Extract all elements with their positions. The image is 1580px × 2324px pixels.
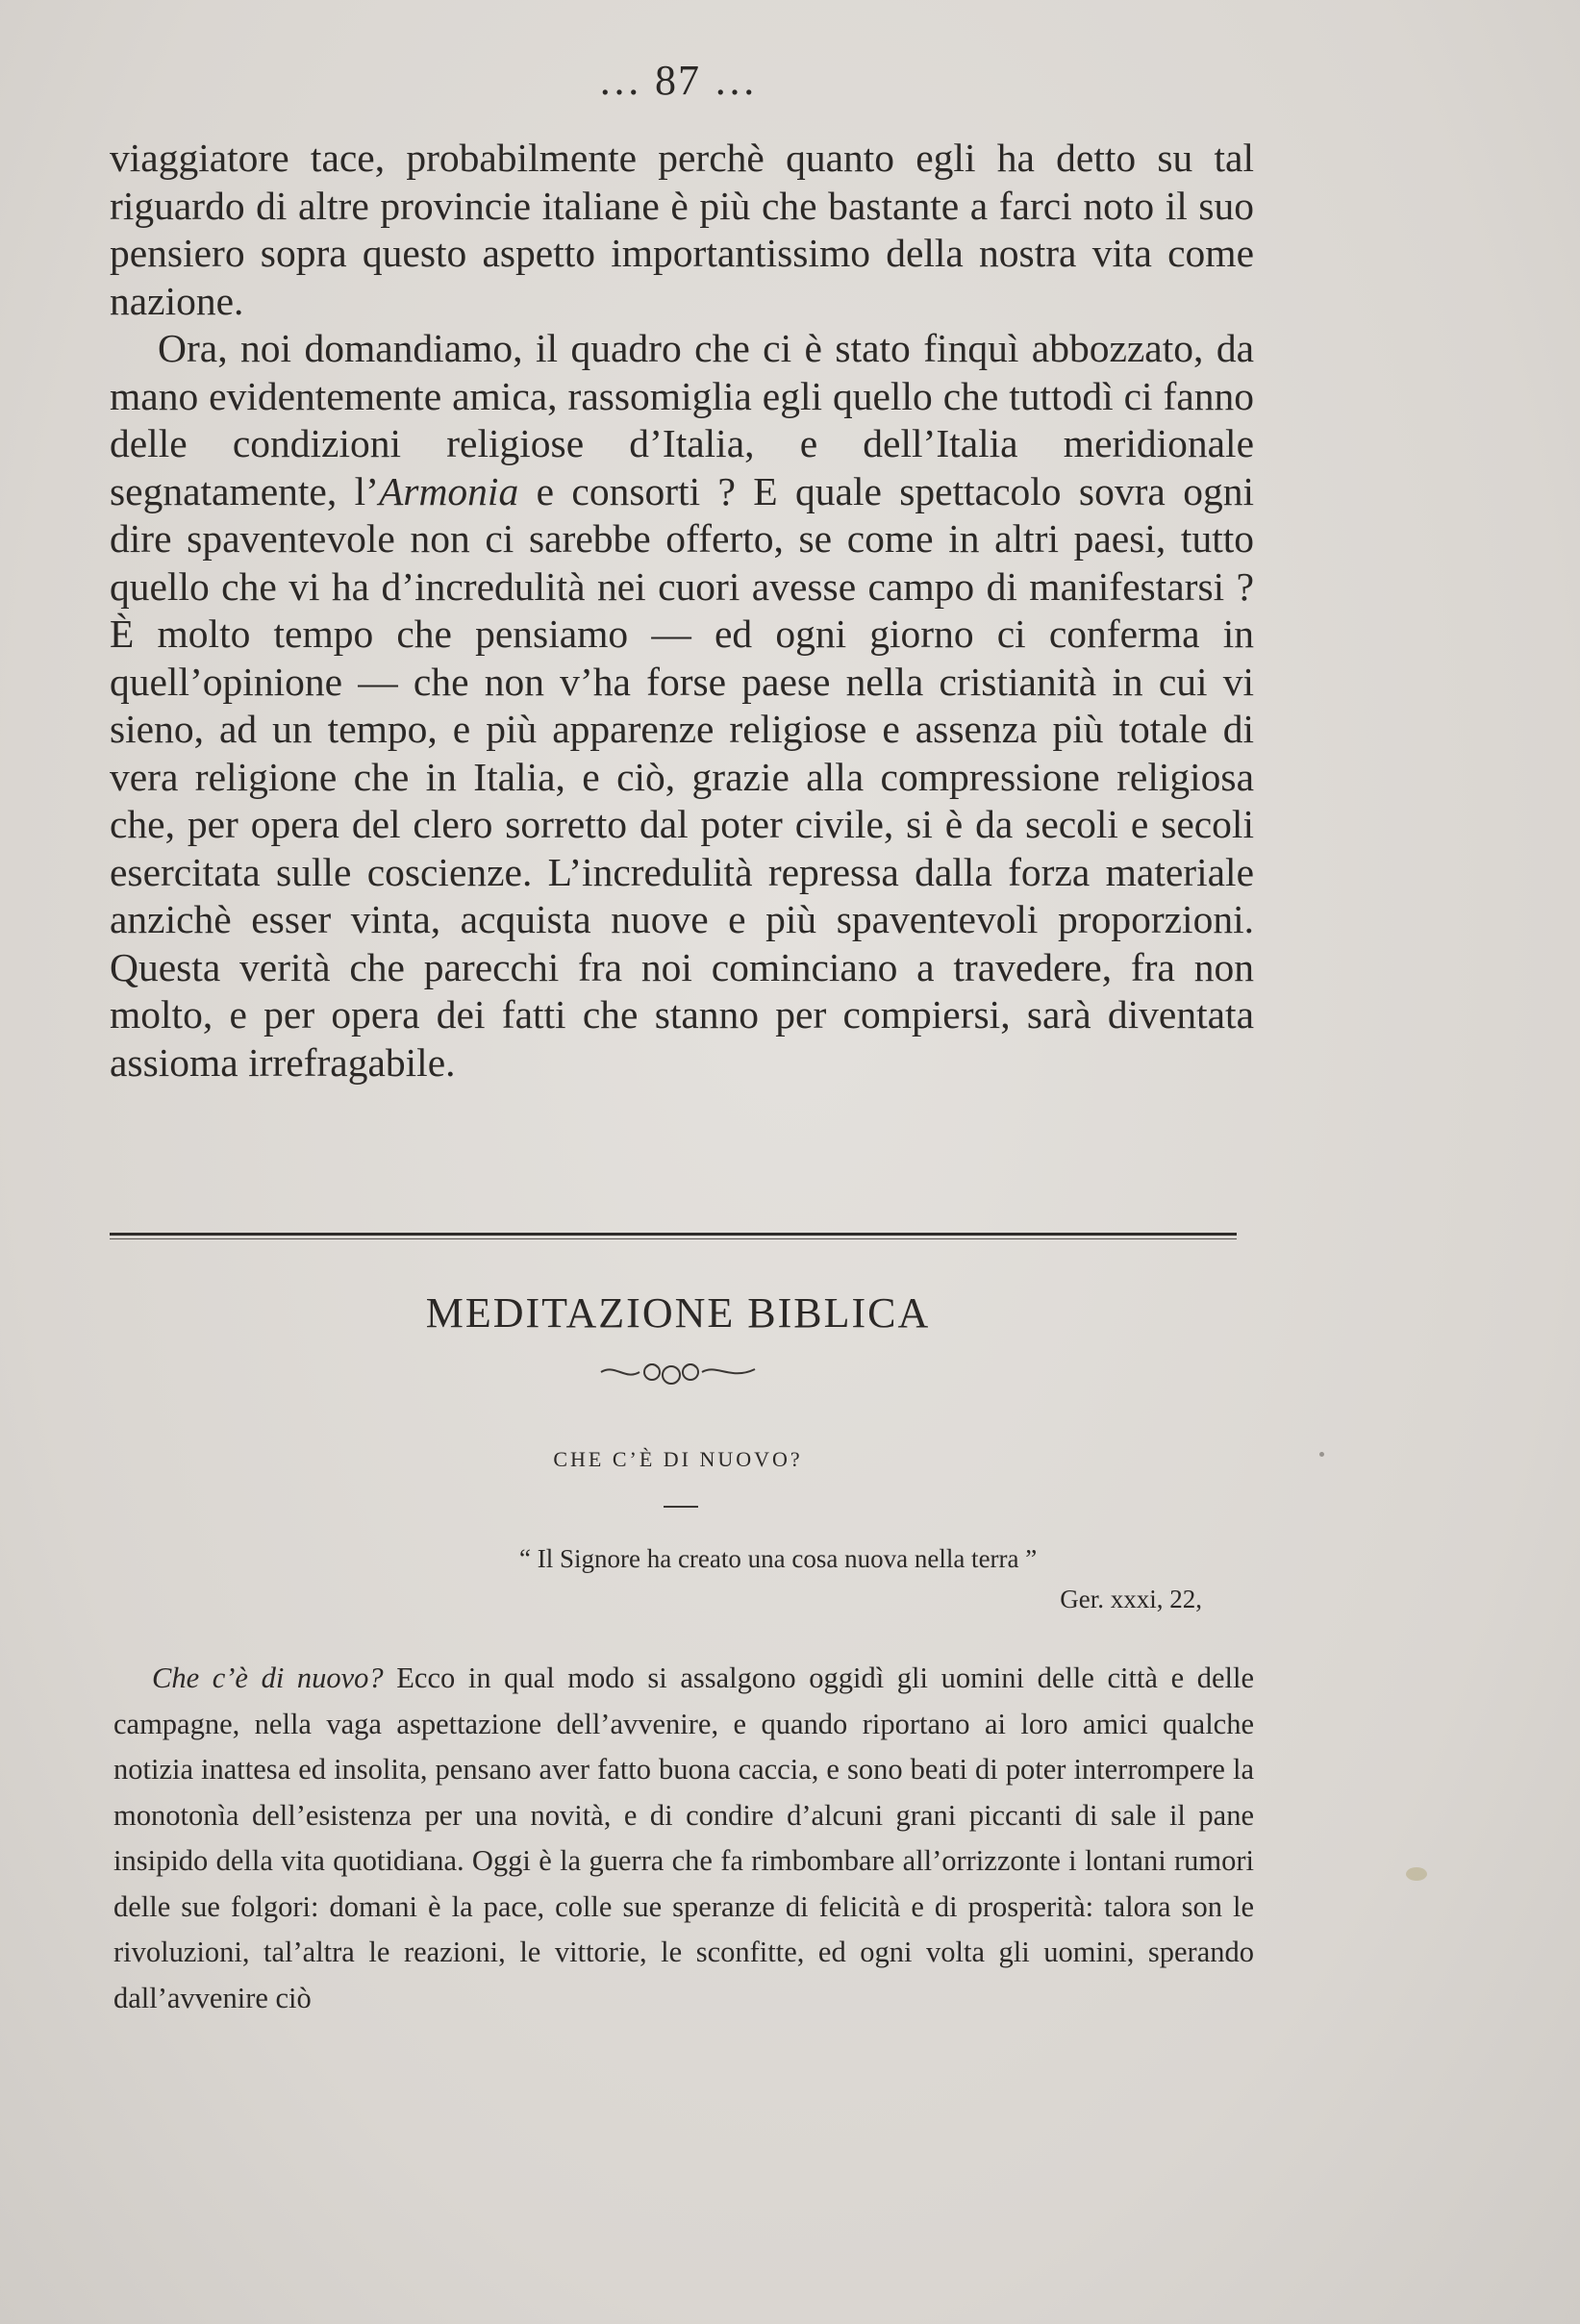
section-divider: [110, 1233, 1237, 1236]
epigraph-quote: “ Il Signore ha creato una cosa nuova nella terra ”: [519, 1544, 1038, 1573]
page-number: … 87 …: [598, 57, 758, 104]
meditation-text: [113, 1656, 1254, 2021]
section-subtitle: CHE C’È DI NUOVO?: [553, 1447, 803, 1471]
paragraph-2: [110, 325, 1254, 1087]
paragraph-2-start: Ora, noi domandiamo, il quadro che ci è stato finquì abbozzato, da mano evidentemente amica, rassomiglia egli quello che tuttodì ci fanno delle condizioni religiose d’Italia, e dell’Italia meridionale segnatamente, l’: [110, 326, 1254, 513]
body-text: [110, 135, 1254, 1087]
paragraph-1: viaggiatore tace, probabilmente perchè quanto egli ha detto su tal riguardo di altre provincie italiane è più che bastante a farci noto il suo pensiero sopra questo aspetto importantissimo della nostra vita come nazione.: [110, 136, 1254, 323]
section-title: MEDITAZIONE BIBLICA: [425, 1289, 931, 1337]
epigraph-reference: Ger. xxxi, 22,: [1060, 1585, 1202, 1613]
short-dash: [664, 1506, 698, 1508]
paragraph-2-rest: e consorti ? E quale spettacolo sovra ogni dire spaventevole non ci sarebbe offerto, se come in altri paesi, tutto quello che vi ha d’incredulità nei cuori avesse campo di manifestarsi ? È molto tempo che pensiamo — ed ogni giorno ci conferma in quell’opinione — che non v’ha forse paese nella cristianità in cui vi sieno, ad un tempo, e più apparenze religiose e assenza più totale di vera religione che in Italia, e ciò, grazie alla compressione religiosa che, per opera del clero sorretto dal poter civile, si è da secoli e secoli esercitata sulle coscienze. L’incredulità repressa dalla forza materiale anzichè esser vinta, acquista nuove e più spaventevoli proporzioni. Questa verità che parecchi fra noi cominciano a travedere, fra non molto, e per opera dei fatti che stanno per compiersi, sarà diventata assioma irrefragabile.: [110, 468, 1254, 1085]
paper-speck: [1319, 1452, 1324, 1457]
section-divider-thin: [110, 1238, 1237, 1239]
armonia-italic: Armonia: [378, 468, 519, 513]
ornament-flourish-icon: [596, 1356, 760, 1388]
meditation-body: Ecco in qual modo si assalgono oggidì gli uomini delle città e delle campagne, nella vaga aspettazione dell’avvenire, e quando riportano ai loro amici qualche notizia inattesa ed insolita, pensano aver fatto buona caccia, e sono beati di poter interrompere la monotonìa dell’esistenza per una novità, e di condire d’alcuni grani piccanti di sale il pane insipido della vita quotidiana. Oggi è la guerra che fa rimbombare all’orrizzonte i lontani rumori delle sue folgori: domani è la pace, colle sue speranze di felicità e di prosperità: talora son le rivoluzioni, tal’altra le reazioni, le vittorie, le sconfitte, ed ogni volta gli uomini, sperando dall’avvenire ciò: [113, 1662, 1254, 2014]
meditation-opening-italic: Che c’è di nuovo?: [152, 1662, 384, 1694]
paper-stain: [1406, 1867, 1427, 1881]
